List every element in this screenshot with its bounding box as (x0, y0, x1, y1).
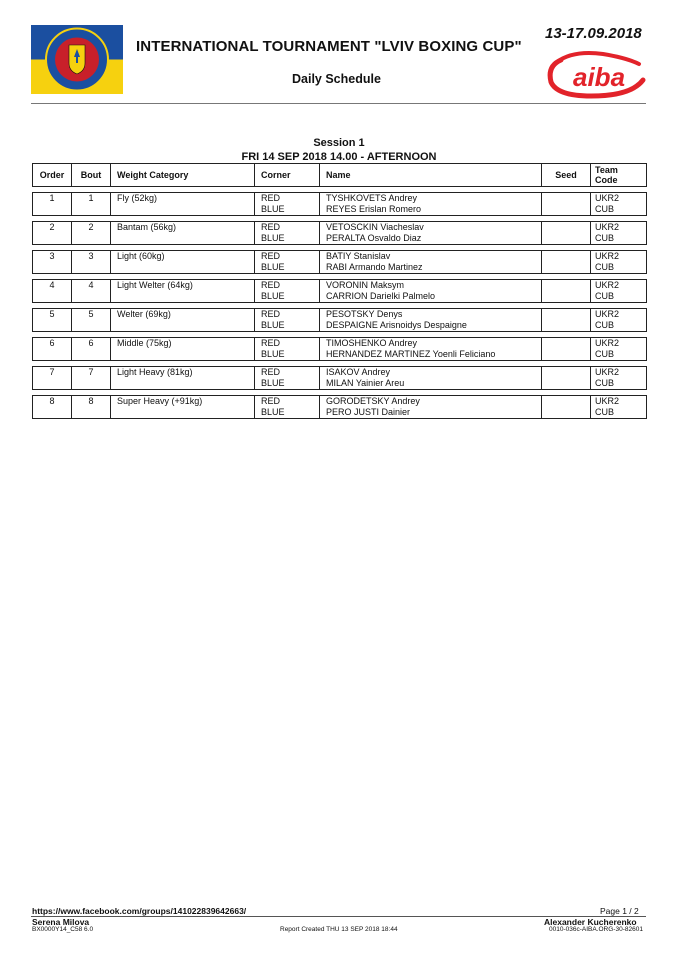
table-row (33, 262, 647, 274)
blue-team-cell: CUB (591, 378, 647, 390)
weight-cell: Light Welter (64kg) (111, 280, 255, 292)
session-title: Session 1 (313, 137, 365, 149)
bout-cell: 8 (72, 396, 111, 408)
column-header-weight: Weight Category (111, 164, 255, 187)
order-cell: 8 (33, 396, 72, 408)
bout-block (32, 337, 647, 361)
red-seed-cell (542, 251, 591, 263)
blue-team-cell: CUB (591, 262, 647, 274)
table-row (33, 396, 647, 408)
federation-logo (31, 25, 123, 94)
order-cell: 2 (33, 222, 72, 234)
red-corner-cell: RED (255, 222, 320, 234)
column-header-order: Order (33, 164, 72, 187)
red-corner-cell: RED (255, 193, 320, 205)
blue-team-cell: CUB (591, 320, 647, 332)
order-cell: 5 (33, 309, 72, 321)
blue-team-cell: CUB (591, 204, 647, 216)
red-name-cell: GORODETSKY Andrey (320, 396, 542, 408)
table-row (33, 407, 647, 419)
weight-cell: Super Heavy (+91kg) (111, 396, 255, 408)
blue-corner-cell: BLUE (255, 378, 320, 390)
red-seed-cell (542, 280, 591, 292)
order-cell: 1 (33, 193, 72, 205)
bout-cell: 3 (72, 251, 111, 263)
bout-cell: 6 (72, 338, 111, 350)
red-name-cell: TIMOSHENKO Andrey (320, 338, 542, 350)
blue-seed-cell (542, 349, 591, 361)
bout-cell: 5 (72, 309, 111, 321)
blue-team-cell: CUB (591, 233, 647, 245)
table-row (33, 251, 647, 263)
order-cell: 4 (33, 280, 72, 292)
table-row (33, 349, 647, 361)
table-row (33, 309, 647, 321)
blue-seed-cell (542, 233, 591, 245)
red-corner-cell: RED (255, 309, 320, 321)
blue-name-cell: HERNANDEZ MARTINEZ Yoenli Feliciano (320, 349, 542, 361)
table-row (33, 193, 647, 205)
aiba-logo-text: aiba (573, 62, 626, 92)
footer-url[interactable]: https://www.facebook.com/groups/141022839642663/ (32, 906, 247, 916)
blue-seed-cell (542, 320, 591, 332)
column-header-team-code: Team Code (591, 164, 647, 187)
blue-corner-cell: BLUE (255, 204, 320, 216)
blue-name-cell: REYES Erislan Romero (320, 204, 542, 216)
table-row (33, 338, 647, 350)
table-row (33, 378, 647, 390)
page-number: Page 1 / 2 (600, 906, 639, 916)
footer-right-name: Alexander Kucherenko (544, 917, 637, 927)
red-name-cell: TYSHKOVETS Andrey (320, 193, 542, 205)
blue-corner-cell: BLUE (255, 407, 320, 419)
table-row (33, 320, 647, 332)
red-name-cell: ISAKOV Andrey (320, 367, 542, 379)
blue-seed-cell (542, 407, 591, 419)
column-header-name: Name (320, 164, 542, 187)
red-seed-cell (542, 338, 591, 350)
blue-corner-cell: BLUE (255, 291, 320, 303)
red-seed-cell (542, 222, 591, 234)
order-cell: 3 (33, 251, 72, 263)
red-corner-cell: RED (255, 396, 320, 408)
bout-cell: 1 (72, 193, 111, 205)
column-header-bout: Bout (72, 164, 111, 187)
table-row (33, 233, 647, 245)
table-row (33, 222, 647, 234)
red-team-cell: UKR2 (591, 396, 647, 408)
footer-code-left: BX0000Y14_C58 6.0 (32, 926, 94, 933)
red-seed-cell (542, 193, 591, 205)
red-name-cell: VETOSCKIN Viacheslav (320, 222, 542, 234)
red-corner-cell: RED (255, 251, 320, 263)
weight-cell: Welter (69kg) (111, 309, 255, 321)
red-team-cell: UKR2 (591, 367, 647, 379)
column-header-corner: Corner (255, 164, 320, 187)
red-corner-cell: RED (255, 280, 320, 292)
bout-block (32, 366, 647, 390)
report-created: Report Created THU 13 SEP 2018 18:44 (280, 926, 398, 933)
red-seed-cell (542, 367, 591, 379)
bout-cell: 4 (72, 280, 111, 292)
red-corner-cell: RED (255, 367, 320, 379)
blue-name-cell: PERO JUSTI Dainier (320, 407, 542, 419)
bout-cell: 2 (72, 222, 111, 234)
blue-team-cell: CUB (591, 349, 647, 361)
red-corner-cell: RED (255, 338, 320, 350)
blue-name-cell: PERALTA Osvaldo Diaz (320, 233, 542, 245)
blue-seed-cell (542, 204, 591, 216)
blue-corner-cell: BLUE (255, 349, 320, 361)
table-row (33, 280, 647, 292)
blue-name-cell: MILAN Yainier Areu (320, 378, 542, 390)
order-cell: 7 (33, 367, 72, 379)
order-cell: 6 (33, 338, 72, 350)
bout-cell: 7 (72, 367, 111, 379)
blue-team-cell: CUB (591, 291, 647, 303)
red-team-cell: UKR2 (591, 222, 647, 234)
bout-block (32, 308, 647, 332)
tournament-title: INTERNATIONAL TOURNAMENT "LVIV BOXING CUP" (136, 38, 522, 55)
blue-name-cell: RABI Armando Martinez (320, 262, 542, 274)
table-row (33, 291, 647, 303)
weight-cell: Middle (75kg) (111, 338, 255, 350)
red-name-cell: VORONIN Maksym (320, 280, 542, 292)
red-team-cell: UKR2 (591, 193, 647, 205)
blue-corner-cell: BLUE (255, 320, 320, 332)
footer-code-right: 0010-036c-AIBA.ORG-30-82601 (549, 926, 643, 933)
tournament-dates: 13-17.09.2018 (545, 25, 642, 42)
red-team-cell: UKR2 (591, 338, 647, 350)
blue-name-cell: CARRION Darielki Palmelo (320, 291, 542, 303)
weight-cell: Light Heavy (81kg) (111, 367, 255, 379)
weight-cell: Bantam (56kg) (111, 222, 255, 234)
blue-team-cell: CUB (591, 407, 647, 419)
blue-seed-cell (542, 378, 591, 390)
red-seed-cell (542, 309, 591, 321)
blue-corner-cell: BLUE (255, 262, 320, 274)
red-name-cell: BATIY Stanislav (320, 251, 542, 263)
red-team-cell: UKR2 (591, 251, 647, 263)
weight-cell: Light (60kg) (111, 251, 255, 263)
schedule-header (32, 163, 647, 187)
weight-cell: Fly (52kg) (111, 193, 255, 205)
bout-block (32, 250, 647, 274)
blue-seed-cell (542, 291, 591, 303)
page-subtitle: Daily Schedule (292, 72, 381, 86)
blue-corner-cell: BLUE (255, 233, 320, 245)
bout-block (32, 221, 647, 245)
blue-name-cell: DESPAIGNE Arisnoidys Despaigne (320, 320, 542, 332)
table-row (33, 204, 647, 216)
column-header-seed: Seed (542, 164, 591, 187)
red-seed-cell (542, 396, 591, 408)
red-team-cell: UKR2 (591, 309, 647, 321)
bout-block (32, 279, 647, 303)
blue-seed-cell (542, 262, 591, 274)
bout-block (32, 192, 647, 216)
table-row (33, 367, 647, 379)
aiba-logo (543, 42, 647, 102)
bout-block (32, 395, 647, 419)
red-team-cell: UKR2 (591, 280, 647, 292)
footer-left-name: Serena Milova (32, 917, 90, 927)
header-divider (31, 103, 646, 104)
red-name-cell: PESOTSKY Denys (320, 309, 542, 321)
session-date: FRI 14 SEP 2018 14.00 - AFTERNOON (241, 151, 437, 163)
